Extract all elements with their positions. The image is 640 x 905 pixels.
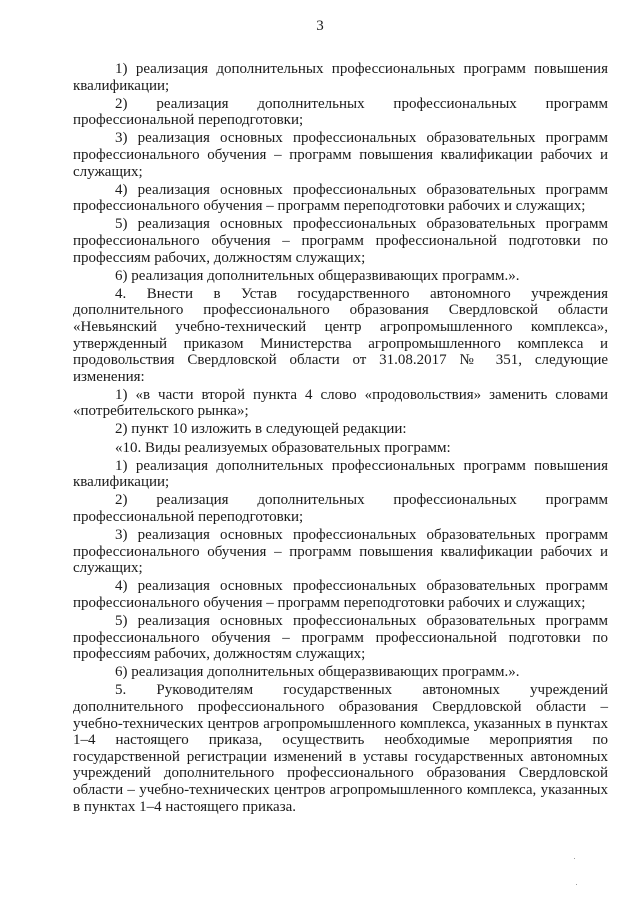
paragraph: 6) реализация дополнительных общеразвивающих программ.». [115, 664, 520, 681]
paragraph: 2) реализация дополнительных профессиональных программ профессиональной переподготовки; [73, 492, 608, 525]
paragraph: 5. Руководителям государственных автономных учреждений дополнительного профессионального образования Свердловской области – учебно-технических центров агропромышленного комплекса, указанных в пунктах 1–4 настоящего приказа, осуществить необходимые мероприятия по государственной регистрации изменений в уставы государственных автономных учреждений дополнительного профессионального образования Свердловской области – учебно-технических центров агропромышленного комплекса, указанных в пунктах 1–4 настоящего приказа. [73, 682, 608, 815]
paragraph: «10. Виды реализуемых образовательных программ: [115, 439, 451, 456]
scan-speck [576, 884, 577, 885]
paragraph: 4) реализация основных профессиональных образовательных программ профессионального обучения – программ переподготовки рабочих и служащих; [73, 578, 608, 611]
paragraph: 1) реализация дополнительных профессиональных программ повышения квалификации; [73, 61, 608, 94]
paragraph: 3) реализация основных профессиональных образовательных программ профессионального обучения – программ повышения квалификации рабочих и служащих; [73, 527, 608, 577]
paragraph: 2) пункт 10 изложить в следующей редакции: [115, 421, 407, 438]
scan-speck [574, 858, 575, 859]
paragraph: 1) «в части второй пункта 4 слово «продовольствия» заменить словами «потребительского рынка»; [73, 386, 608, 420]
paragraph: 5) реализация основных профессиональных образовательных программ профессионального обучения – программ профессиональной подготовки по профессиям рабочих, должностям служащих; [73, 613, 608, 663]
paragraph: 4) реализация основных профессиональных образовательных программ профессионального обучения – программ переподготовки рабочих и служащих; [73, 181, 608, 215]
paragraph: 6) реализация дополнительных общеразвивающих программ.». [115, 267, 520, 284]
page-number: 3 [316, 18, 324, 34]
paragraph: 5) реализация основных профессиональных образовательных программ профессионального обучения – программ профессиональной подготовки по профессиям рабочих, должностям служащих; [73, 216, 608, 266]
paragraph: 4. Внести в Устав государственного автономного учреждения дополнительного профессионального образования Свердловской области «Невьянский учебно-технический центр агропромышленного комплекса», утвержденный приказом Министерства агропромышленного комплекса и продовольствия Свердловской области от 31.08.2017 № 351, следующие изменения: [73, 285, 608, 385]
paragraph: 2) реализация дополнительных профессиональных программ профессиональной переподготовки; [73, 95, 608, 129]
paragraph: 1) реализация дополнительных профессиональных программ повышения квалификации; [73, 457, 608, 491]
document-body [73, 61, 608, 817]
paragraph: 3) реализация основных профессиональных образовательных программ профессионального обучения – программ повышения квалификации рабочих и служащих; [73, 130, 608, 180]
